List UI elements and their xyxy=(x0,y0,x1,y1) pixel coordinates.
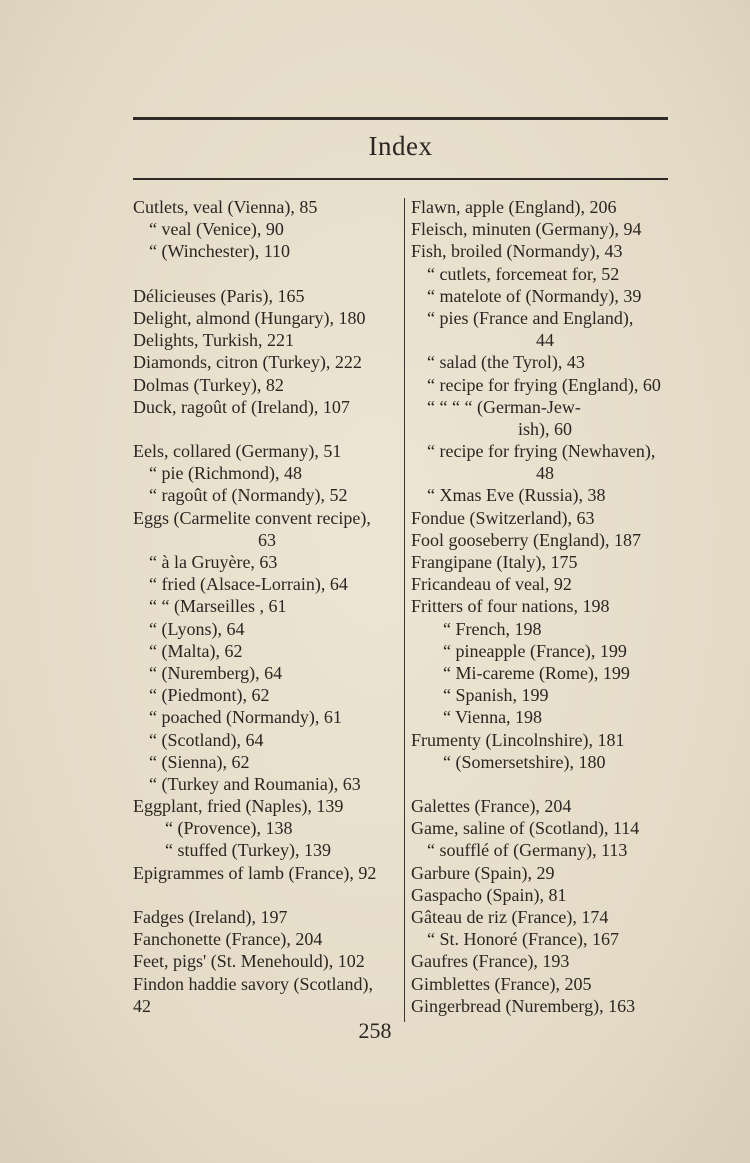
column-divider xyxy=(404,198,405,1022)
index-gap xyxy=(133,263,401,285)
index-entry: Delight, almond (Hungary), 180 xyxy=(133,307,366,328)
index-entry: 63 xyxy=(258,529,276,550)
index-entry: “ (Somersetshire), 180 xyxy=(443,751,606,772)
index-entry: Fadges (Ireland), 197 xyxy=(133,907,288,927)
index-gap xyxy=(133,884,401,906)
index-entry: “ (Turkey and Roumania), 63 xyxy=(149,773,361,794)
index-entry: “ Spanish, 199 xyxy=(443,685,549,706)
index-entry: Diamonds, citron (Turkey), 222 xyxy=(133,352,362,373)
index-entry: “ St. Honoré (France), 167 xyxy=(427,929,619,950)
index-entry: “ (Scotland), 64 xyxy=(149,729,264,750)
index-entry: Epigrammes of lamb (France), 92 xyxy=(133,862,377,883)
index-entry: Fricandeau of veal, 92 xyxy=(411,574,572,595)
index-entry: Gimblettes (France), 205 xyxy=(411,973,592,994)
index-entry: “ à la Gruyère, 63 xyxy=(149,552,278,572)
index-entry: Gâteau de riz (France), 174 xyxy=(411,907,609,927)
index-entry: “ soufflé of (Germany), 113 xyxy=(427,840,628,861)
index-entry: Eels, collared (Germany), 51 xyxy=(133,441,342,462)
index-entry: “ pies (France and England), xyxy=(427,307,634,328)
index-entry: Frangipane (Italy), 175 xyxy=(411,552,578,572)
index-entry: “ stuffed (Turkey), 139 xyxy=(165,840,331,861)
index-entry: Frumenty (Lincolnshire), 181 xyxy=(411,729,625,750)
index-entry: Cutlets, veal (Vienna), 85 xyxy=(133,197,318,217)
header-rule-top xyxy=(133,117,668,120)
index-entry: “ recipe for frying (England), 60 xyxy=(427,374,661,395)
index-entry: ish), 60 xyxy=(518,418,572,439)
page-title: Index xyxy=(368,131,433,161)
index-entry: 42 xyxy=(133,995,151,1016)
index-entry: “ (Piedmont), 62 xyxy=(149,685,270,706)
index-entry: “ veal (Venice), 90 xyxy=(149,219,284,240)
index-entry: “ recipe for frying (Newhaven), xyxy=(427,441,656,462)
index-entry: “ “ “ “ (German-Jew- xyxy=(427,396,581,417)
index-entry: “ (Winchester), 110 xyxy=(149,241,291,262)
index-entry: “ (Provence), 138 xyxy=(165,818,293,839)
index-entry: Dolmas (Turkey), 82 xyxy=(133,374,284,395)
index-entry: Délicieuses (Paris), 165 xyxy=(133,285,305,306)
index-entry: Garbure (Spain), 29 xyxy=(411,862,555,883)
index-entry: Fanchonette (France), 204 xyxy=(133,929,323,950)
index-entry: “ cutlets, forcemeat for, 52 xyxy=(427,263,620,284)
index-entry: Fondue (Switzerland), 63 xyxy=(411,507,595,528)
index-entry: Flawn, apple (England), 206 xyxy=(411,197,617,217)
index-entry: Fritters of four nations, 198 xyxy=(411,596,610,617)
index-entry: “ (Sienna), 62 xyxy=(149,751,250,772)
index-entry: “ Xmas Eve (Russia), 38 xyxy=(427,485,606,506)
index-entry: “ salad (the Tyrol), 43 xyxy=(427,352,585,373)
index-column-right xyxy=(411,196,679,1017)
index-entry: Eggplant, fried (Naples), 139 xyxy=(133,796,344,817)
page-number: 258 xyxy=(358,1018,392,1043)
index-entry: “ matelote of (Normandy), 39 xyxy=(427,285,642,306)
index-entry: “ pineapple (France), 199 xyxy=(443,640,627,661)
index-entry: “ French, 198 xyxy=(443,618,542,639)
index-entry: “ fried (Alsace-Lorrain), 64 xyxy=(149,574,348,595)
header-rule-bottom xyxy=(133,178,668,180)
index-entry: Gingerbread (Nuremberg), 163 xyxy=(411,995,636,1016)
index-entry: Galettes (France), 204 xyxy=(411,796,572,817)
index-entry: Gaufres (France), 193 xyxy=(411,951,570,972)
index-entry: “ (Malta), 62 xyxy=(149,640,243,661)
index-entry: “ poached (Normandy), 61 xyxy=(149,707,342,728)
index-entry: 44 xyxy=(536,330,554,351)
index-entry: Feet, pigs' (St. Menehould), 102 xyxy=(133,951,365,972)
index-entry: “ (Nuremberg), 64 xyxy=(149,662,283,683)
index-entry: Duck, ragoût of (Ireland), 107 xyxy=(133,396,350,417)
index-entry: Gaspacho (Spain), 81 xyxy=(411,884,567,905)
index-gap xyxy=(411,773,679,795)
index-entry: Eggs (Carmelite convent recipe), xyxy=(133,507,371,528)
index-entry: Delights, Turkish, 221 xyxy=(133,330,295,351)
index-entry: “ (Lyons), 64 xyxy=(149,618,245,639)
index-entry: 48 xyxy=(536,463,554,484)
index-entry: “ pie (Richmond), 48 xyxy=(149,463,302,484)
index-entry: Game, saline of (Scotland), 114 xyxy=(411,818,640,839)
index-entry: “ Vienna, 198 xyxy=(443,707,543,728)
index-gap xyxy=(133,418,401,440)
index-entry: Fool gooseberry (England), 187 xyxy=(411,529,641,550)
index-entry: “ “ (Marseilles , 61 xyxy=(149,596,287,617)
index-entry: “ Mi-careme (Rome), 199 xyxy=(443,662,630,683)
index-entry: “ ragoût of (Normandy), 52 xyxy=(149,485,348,506)
index-entry: Fish, broiled (Normandy), 43 xyxy=(411,241,623,262)
index-entry: Fleisch, minuten (Germany), 94 xyxy=(411,219,642,240)
index-entry: Findon haddie savory (Scotland), xyxy=(133,973,373,994)
index-column-left xyxy=(133,196,401,1017)
